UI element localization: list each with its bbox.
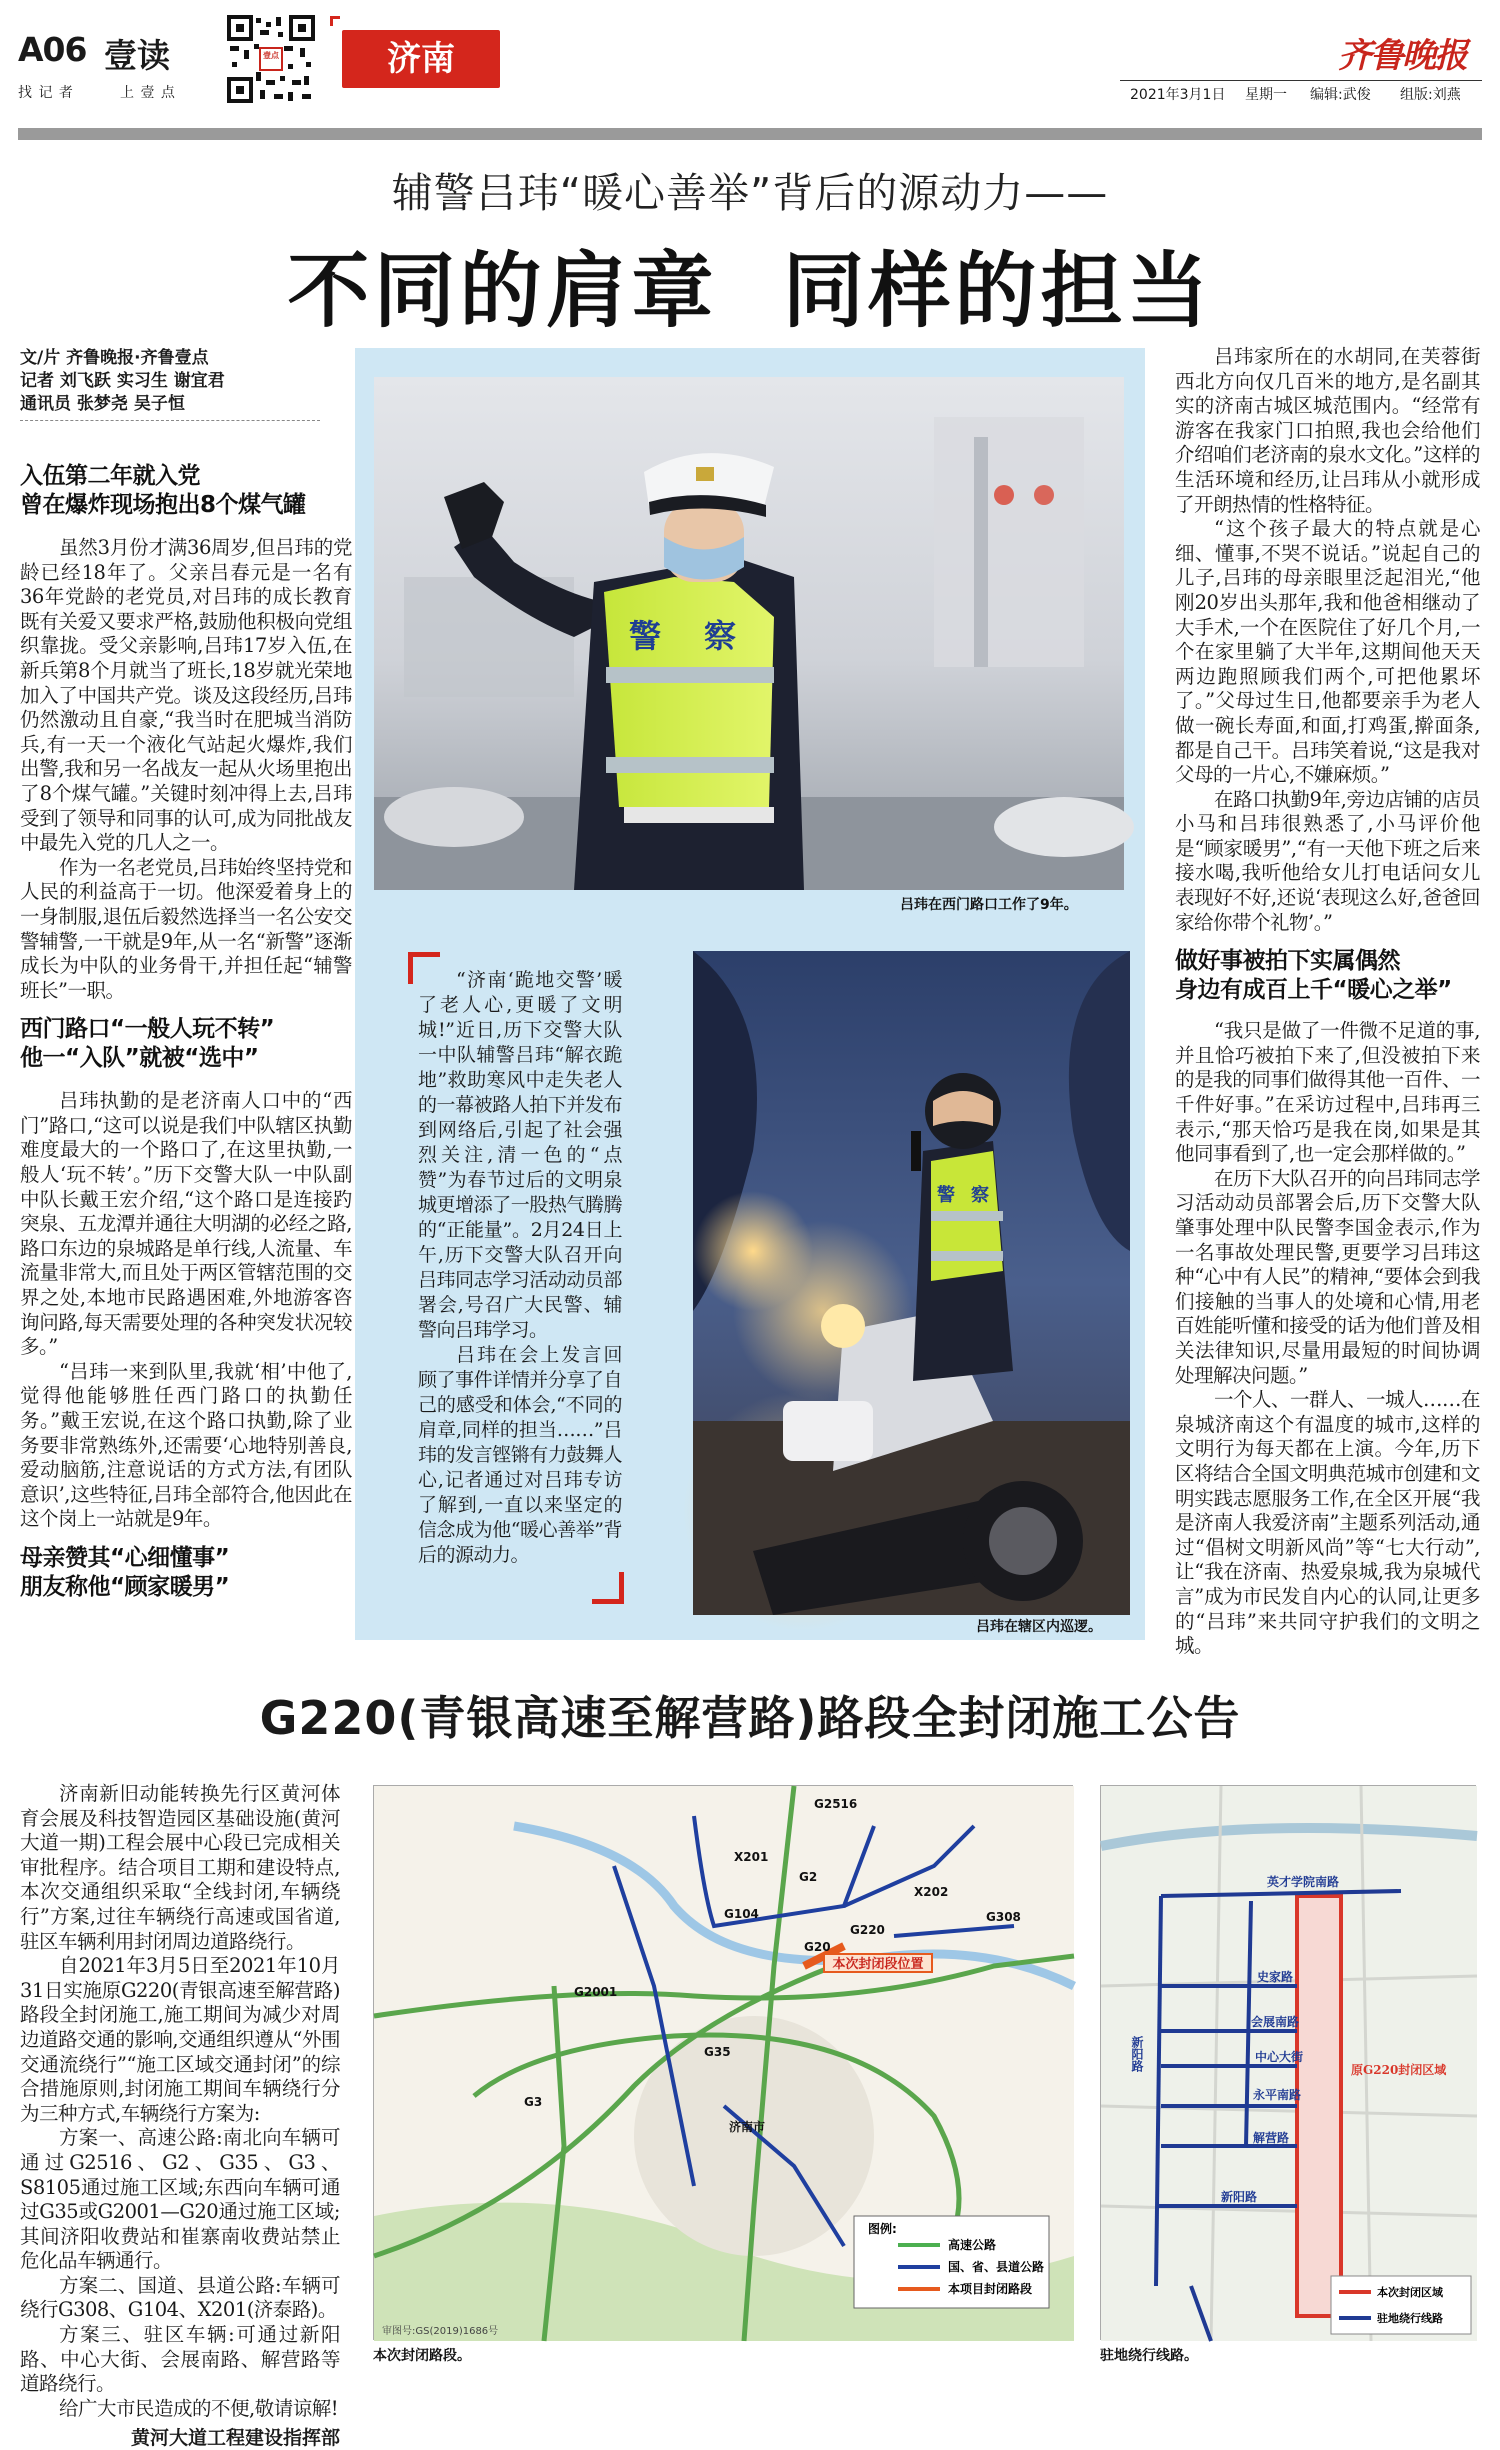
legend-item: 本次封闭区域: [1377, 2286, 1443, 2299]
notice-paragraph: 济南新旧动能转换先行区黄河体育会展及科技智造园区基础设施(黄河大道一期)工程会展中心段已完成相关审批程序。结合项目工期和建设特点,本次交通组织采取“全线封闭,车辆绕行”方案,过往车辆绕行高速或国省道,驻区车辆利用封闭周边道路绕行。: [20, 1782, 340, 1953]
photo-officer-directing-traffic: [374, 377, 1124, 890]
headline: 不同的肩章 同样的担当: [287, 244, 1213, 339]
notice-signature: 黄河大道工程建设指挥部: [130, 2427, 340, 2450]
subhead-line: 西门路口“一般人玩不转”: [20, 1016, 275, 1043]
subhead-line: 曾在爆炸现场抱出8个煤气罐: [20, 492, 306, 518]
street-label: 永平南路: [1253, 2088, 1302, 2102]
body-paragraph: 虽然3月份才满36周岁,但吕玮的党龄已经18年了。父亲吕春元是一名有36年党龄的老党员,对吕玮的成长教育既有关爱又要求严格,鼓励他积极向党组织靠拢。受父亲影响,吕玮17岁入伍,在新兵第8个月就当了班长,18岁就光荣地加入了中国共产党。谈及这段经历,吕玮仍然激动且自豪,“我当时在肥城当消防兵,有一天一个液化气站起火爆炸,我们出警,我和另一名战友一起从火场里抱出了8个煤气罐。”关键时刻冲得上去,吕玮受到了领导和同事的认可,成为同批战友中最先入党的几人之一。: [20, 536, 352, 855]
body-paragraph: 在历下大队召开的向吕玮同志学习活动动员部署会后,历下交警大队肇事处理中队民警李国金表示,作为一名事故处理民警,更要学习吕玮这种“心中有人民”的精神,“要体会到我们接触的当事人的处境和心情,用老百姓能听懂和接受的话为他们普及相关法律知识,尽量用最短的时间协调处理解决问题。”: [1175, 1166, 1481, 1387]
body-paragraph: “这个孩子最大的特点就是心细、懂事,不哭不说话。”说起自己的儿子,吕玮的母亲眼里泛起泪光,“他刚20岁出头那年,我和他爸相继动了大手术,一个在医院住了好几个月,一个在家里躺了大半年,这期间他天天两边跑照顾我们两个,可把他累坏了。”父母过生日,他都要亲手为老人做一碗长寿面,和面,打鸡蛋,擀面条,都是自己干。吕玮笑着说,“这是我对父母的一片心,不嫌麻烦。”: [1175, 517, 1480, 787]
notice-text: [20, 1782, 340, 2450]
notice-paragraph: 自2021年3月5日至2021年10月31日实施原G220(青银高速至解营路)路段全封闭施工,施工期间为减少对周边道路交通的影响,交通组织遵从“外围交通流绕行”“施工区域交通封闭”的综合措施原则,封闭施工期间车辆绕行分为三种方式,车辆绕行方案为:: [20, 1954, 340, 2125]
closed-area-label: 原G220封闭区域: [1351, 2063, 1447, 2077]
left-column: [20, 462, 352, 1602]
body-paragraph: 在路口执勤9年,旁边店铺的店员小马和吕玮很熟悉了,小马评价他是“顾家暖男”,“有一天他下班之后来接水喝,我听他给女儿打电话问女儿表现好不好,还说‘表现这么好,爸爸回家给你带个礼物’。”: [1175, 787, 1480, 934]
issue-date: 2021年3月1日: [1130, 87, 1226, 103]
legend-title: 图例:: [868, 2222, 897, 2236]
qr-code[interactable]: [226, 14, 316, 104]
tagline-right: 上 壹 点: [120, 85, 176, 101]
svg-text:察: 察: [971, 1185, 989, 1206]
byline-line: 记者 刘飞跃 实习生 谢宜君: [20, 371, 225, 391]
designer-credit: 组版:刘燕: [1400, 87, 1461, 103]
subhead-line: 朋友称他“顾家暖男”: [20, 1573, 230, 1600]
subhead-line: 他一“入队”就被“选中”: [20, 1045, 259, 1072]
byline-line: 通讯员 张梦尧 吴子恒: [20, 394, 185, 414]
detour-map: [1100, 1785, 1476, 2340]
subhead-line: 身边有成百上千“暖心之举”: [1175, 977, 1452, 1004]
road-label: G220: [850, 1923, 885, 1937]
photo-caption: 吕玮在西门路口工作了9年。: [900, 897, 1078, 913]
photo-caption: 吕玮在辖区内巡逻。: [976, 1619, 1102, 1635]
notice-paragraph: 方案二、国道、县道公路:车辆可绕行G308、G104、X201(济泰路)。: [20, 2273, 340, 2322]
region-tab[interactable]: 济南: [342, 30, 500, 88]
tagline-left: 找 记 者: [18, 85, 74, 101]
editor-credit: 编辑:武俊: [1310, 87, 1371, 103]
subhead: [20, 462, 352, 520]
page-number: A06: [18, 30, 87, 69]
road-label: G20: [804, 1940, 831, 1954]
region-tab-corner: [330, 16, 340, 26]
subhead-line: 做好事被拍下实属偶然: [1175, 948, 1400, 975]
road-label: G35: [704, 2045, 731, 2059]
section-name: 壹读: [104, 36, 170, 75]
svg-text:警: 警: [629, 617, 662, 655]
byline: [20, 347, 320, 416]
street-label: 解营路: [1253, 2131, 1290, 2145]
road-label: G2: [799, 1870, 818, 1884]
header-bar: [18, 128, 1482, 140]
subhead-line: 入伍第二年就入党: [20, 463, 200, 489]
notice-paragraph: 给广大市民造成的不便,敬请谅解!: [59, 2396, 339, 2420]
svg-text:察: 察: [704, 617, 737, 655]
notice-paragraph: 方案三、驻区车辆:可通过新阳路、中心大街、会展南路、解营路等道路绕行。: [20, 2323, 340, 2396]
pull-quote-paragraph: “济南‘跪地交警’暖了老人心,更暖了文明城!”近日,历下交警大队一中队辅警吕玮“解衣跪地”救助寒风中走失老人的一幕被路人拍下并发布到网络后,引起了社会强烈关注,清一色的“点赞”为春节过后的文明泉城更增添了一股热气腾腾的“正能量”。2月24日上午,历下交警大队召开向吕玮同志学习活动动员部署会,号召广大民警、辅警向吕玮学习。: [418, 969, 622, 1341]
legend-item: 驻地绕行线路: [1377, 2312, 1443, 2325]
map-credit: 审图号:GS(2019)1686号: [382, 2326, 499, 2337]
street-label: 史家路: [1257, 1970, 1294, 1984]
road-label: G3: [524, 2095, 543, 2109]
city-label: 济南市: [729, 2120, 766, 2134]
body-paragraph: 吕玮执勤的是老济南人口中的“西门”路口,“这可以说是我们中队辖区执勤难度最大的一个路口了,在这里执勤,一般人‘玩不转’。”历下交警大队一中队副中队长戴王宏介绍,“这个路口是连接趵突泉、五龙潭并通往大明湖的必经之路,路口东边的泉城路是单行线,人流量、车流量非常大,而且处于两区管辖范围的交界之处,本地市民路遇困难,外地游客咨询问路,每天需要处理的各种突发状况较多。”: [20, 1089, 352, 1359]
legend-item: 高速公路: [948, 2238, 997, 2252]
closure-map: [373, 1785, 1073, 2340]
right-column: [1175, 345, 1480, 1659]
road-label: X201: [734, 1850, 769, 1864]
body-paragraph: “我只是做了一件微不足道的事,并且恰巧被拍下来了,但没被拍下来的是我的同事们做得其他一百件、一千件好事。”在采访过程中,吕玮再三表示,“那天恰巧是我在岗,如果是其他同事看到了,也一定会那样做的。”: [1175, 1019, 1480, 1166]
pull-quote: [418, 968, 622, 1568]
issue-weekday: 星期一: [1245, 87, 1287, 103]
byline-rule: [20, 420, 320, 421]
subhead-line: 母亲赞其“心细懂事”: [20, 1544, 230, 1571]
road-label: G104: [724, 1907, 759, 1921]
subhead: [20, 1015, 352, 1073]
legend-item: 本项目封闭路段: [948, 2282, 1033, 2296]
road-label: G308: [986, 1910, 1021, 1924]
notice-paragraph: 方案一、高速公路:南北向车辆可通过G2516、G2、G35、G3、S8105通过施工区域;东西向车辆可通过G35或G2001—G20通过施工区域;其间济阳收费站和崔寨南收费站禁止危化品车辆通行。: [20, 2126, 340, 2273]
subhead: [20, 1544, 352, 1602]
map-caption: 驻地绕行线路。: [1100, 2348, 1198, 2364]
subhead: [1175, 947, 1480, 1005]
body-paragraph: 吕玮家所在的水胡同,在芙蓉街西北方向仅几百米的地方,是名副其实的济南古城区城范围内。“经常有游客在我家门口拍照,我也会给他们介绍咱们老济南的泉水文化。”这样的生活环境和经历,让吕玮从小就形成了开朗热情的性格特征。: [1175, 345, 1480, 516]
closure-label: 本次封闭段位置: [832, 1957, 924, 1972]
quote-bracket-bottom: [592, 1572, 624, 1604]
legend-item: 国、省、县道公路: [948, 2260, 1045, 2274]
qr-logo-label: 壹点: [263, 51, 279, 60]
byline-line: 文/片 齐鲁晚报·齐鲁壹点: [20, 348, 209, 368]
kicker: 辅警吕玮“暖心善举”背后的源动力——: [391, 169, 1109, 217]
photo-officer-on-motorcycle: [693, 951, 1130, 1615]
street-label: 新阳路: [1221, 2190, 1258, 2204]
body-paragraph: 一个人、一群人、一城人……在泉城济南这个有温度的城市,这样的文明行为每天都在上演。今年,历下区将结合全国文明典范城市创建和文明实践志愿服务工作,在全区开展“我是济南人我爱济南”主题系列活动,通过“倡树文明新风尚”等“七大行动”,让“我在济南、热爱泉城,我为泉城代言”成为市民发自内心的认同,让更多的“吕玮”来共同守护我们的文明之城。: [1175, 1388, 1481, 1658]
street-label: 中心大街: [1255, 2050, 1304, 2064]
pull-quote-paragraph: 吕玮在会上发言回顾了事件详情并分享了自己的感受和体会,“不同的肩章,同样的担当……”吕玮的发言铿锵有力鼓舞人心,记者通过对吕玮专访了解到,一直以来坚定的信念成为他“暖心善举”背后的源动力。: [418, 1344, 622, 1566]
road-label: G2001: [574, 1985, 618, 1999]
street-label-vertical: 新阳路: [1130, 2036, 1144, 2072]
body-paragraph: 作为一名老党员,吕玮始终坚持党和人民的利益高于一切。他深爱着身上的一身制服,退伍后毅然选择当一名公安交警辅警,一干就是9年,从一名“新警”逐渐成长为中队的业务骨干,并担任起“辅警班长”一职。: [20, 855, 352, 1002]
newspaper-logo: 齐鲁晚报: [1338, 36, 1466, 76]
street-label: 英才学院南路: [1267, 1875, 1340, 1889]
body-paragraph: “吕玮一来到队里,我就‘相’中他了,觉得他能够胜任西门路口的执勤任务。”戴王宏说,在这个路口执勤,除了业务要非常熟练外,还需要‘心地特别善良,爱动脑筋,注意说话的方式方法,有团队意识’,这些特征,吕玮全部符合,他因此在这个岗上一站就是9年。: [20, 1359, 352, 1531]
svg-text:警: 警: [937, 1185, 955, 1206]
header-rule: [1120, 80, 1482, 81]
street-label: 会展南路: [1251, 2015, 1300, 2029]
notice-title: G220(青银高速至解营路)路段全封闭施工公告: [259, 1691, 1241, 1745]
road-label: X202: [914, 1885, 949, 1899]
map-caption: 本次封闭路段。: [373, 2348, 471, 2364]
road-label: G2516: [814, 1797, 858, 1811]
